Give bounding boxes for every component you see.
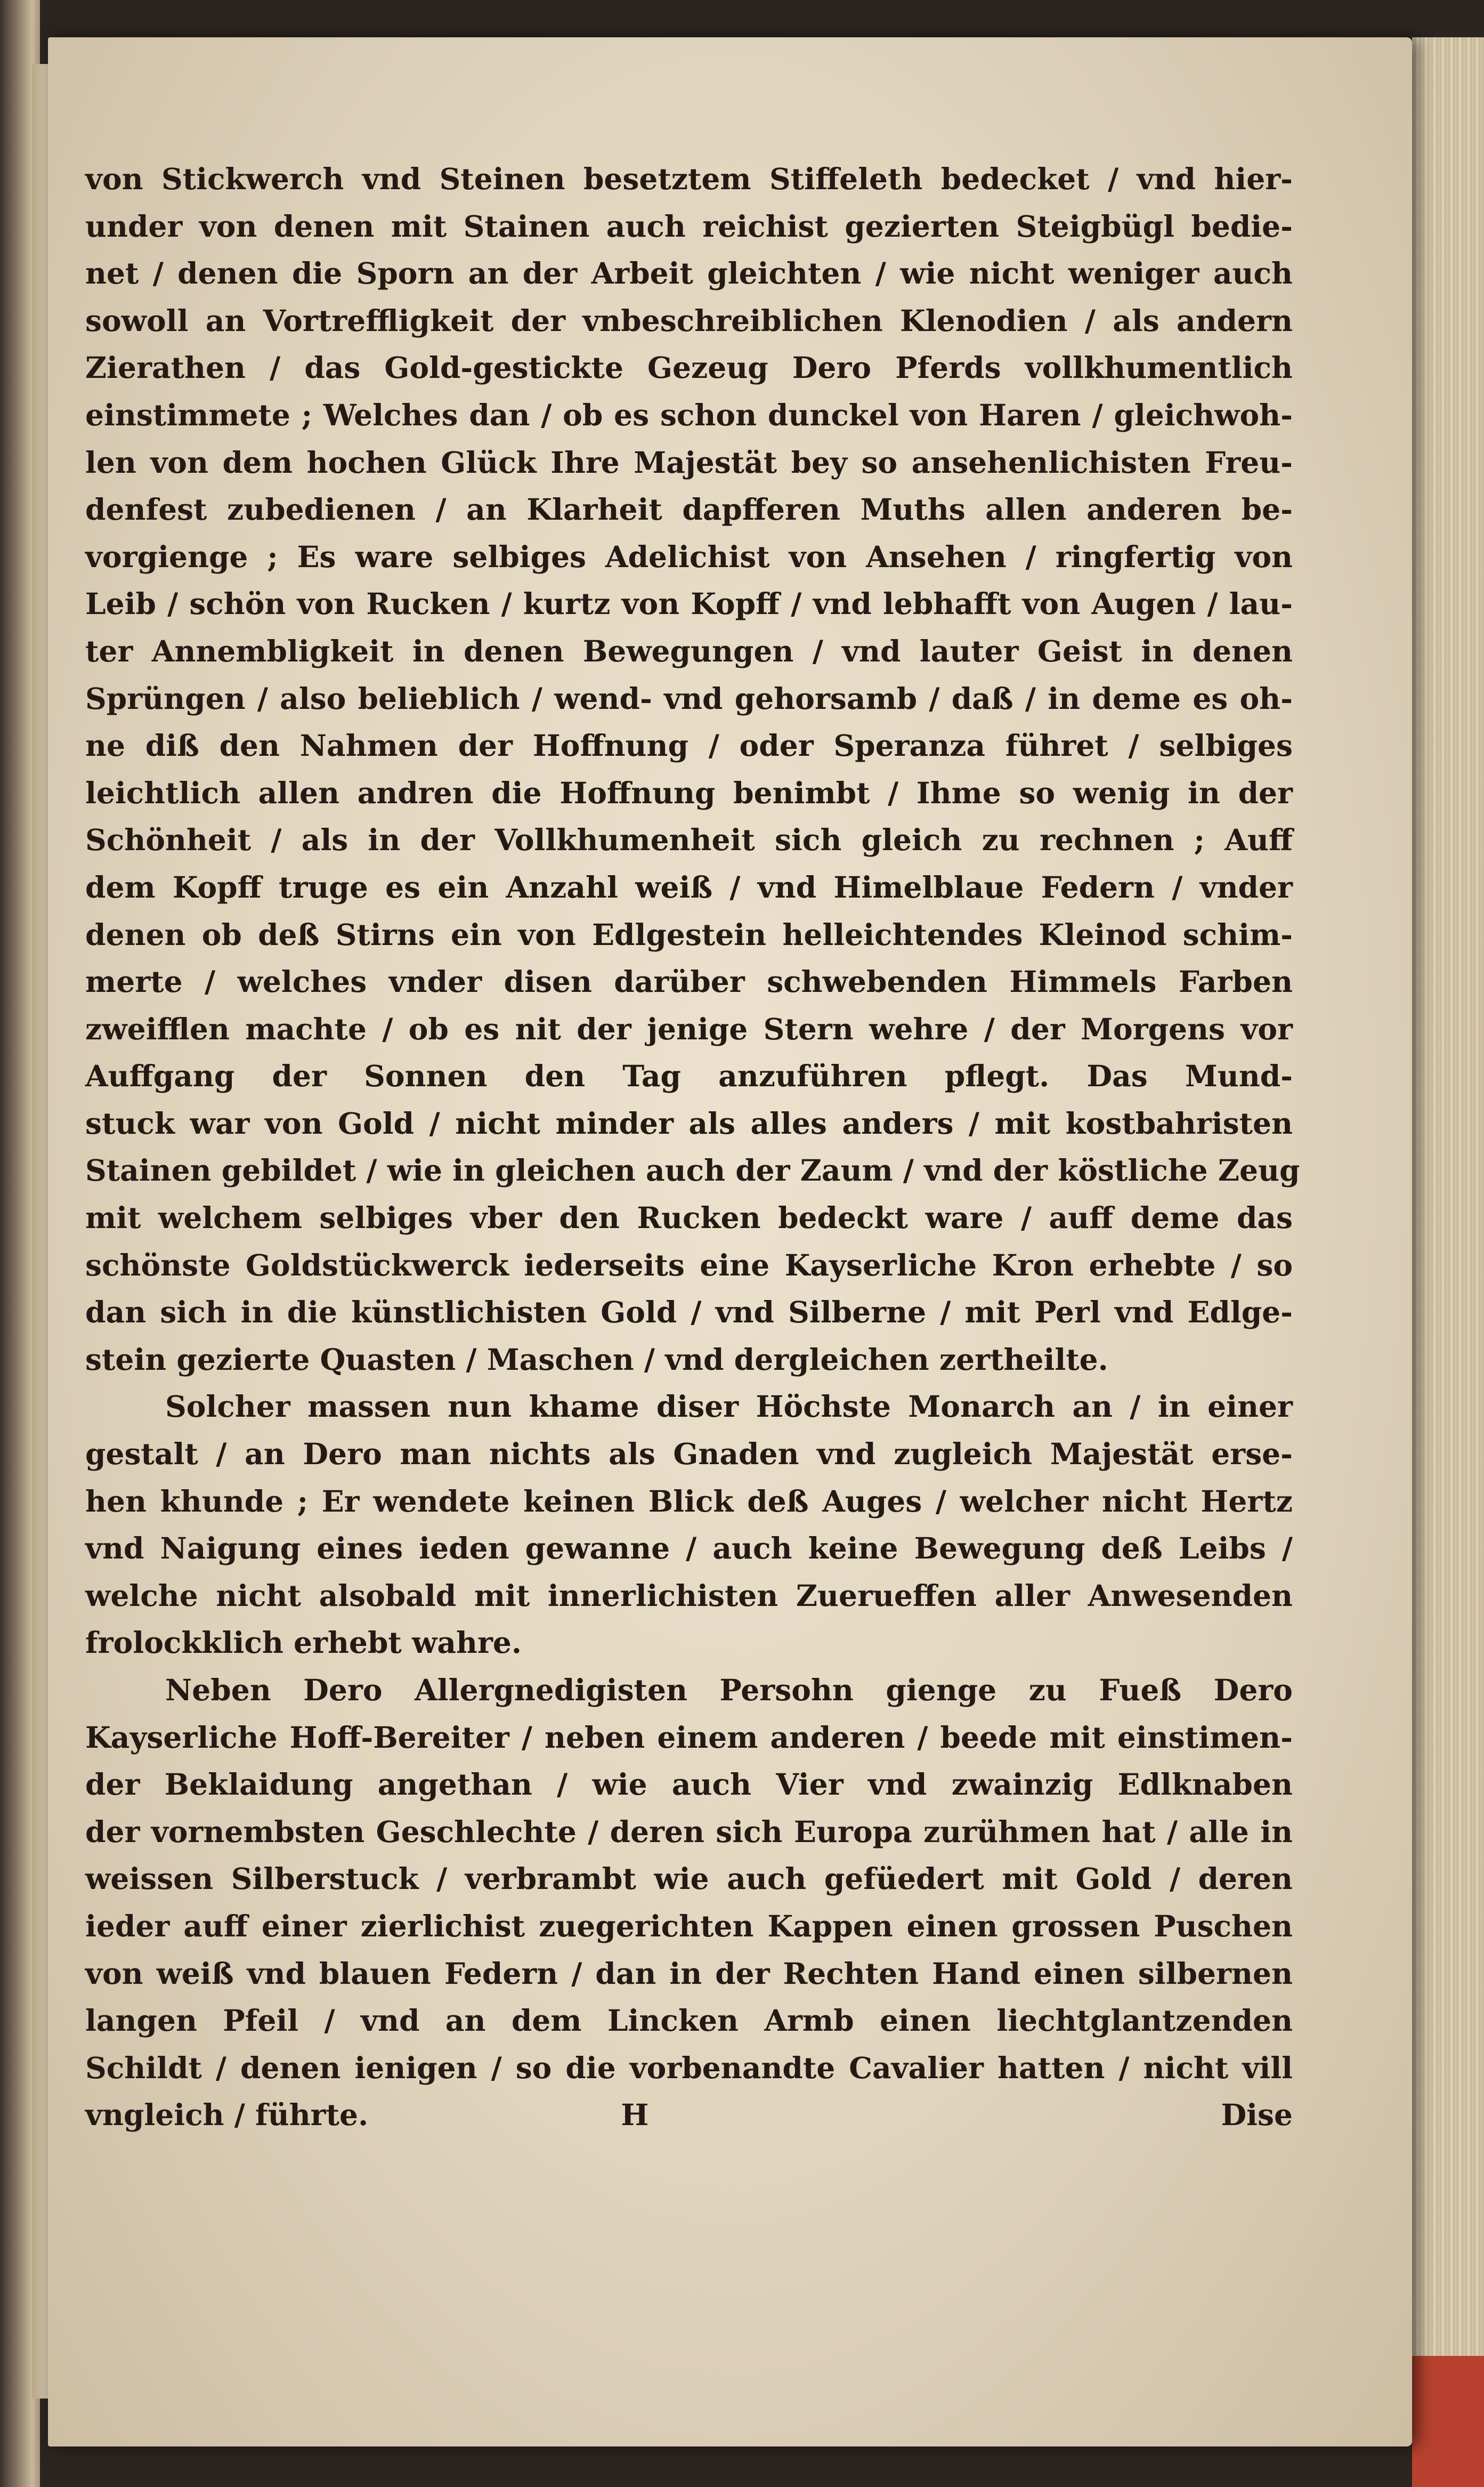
text-line: Zierathen / das Gold-gestickte Gezeug Dero Pferds vollkhumentlich <box>85 350 1293 385</box>
text-line: schönste Goldstückwerck iederseits eine Kayserliche Kron erhebte / so <box>85 1247 1293 1282</box>
text-line: net / denen die Sporn an der Arbeit gleichten / wie nicht weniger auch <box>85 256 1293 291</box>
text-line: leichtlich allen andren die Hoffnung benimbt / Ihme so wenig in der <box>85 775 1293 810</box>
text-line: Stainen gebildet / wie in gleichen auch der Zaum / vnd der köstliche Zeug <box>85 1153 1300 1188</box>
text-line: Schildt / denen ienigen / so die vorbenandte Cavalier hatten / nicht vill <box>85 2050 1293 2085</box>
text-line: ter Annembligkeit in denen Bewegungen / vnd lauter Geist in denen <box>85 633 1293 668</box>
text-line: dan sich in die künstlichisten Gold / vnd Silberne / mit Perl vnd Edlge- <box>85 1295 1293 1330</box>
text-line: ieder auff einer zierlichist zuegerichten Kappen einen grossen Puschen <box>85 1908 1293 1943</box>
text-line: zweifflen machte / ob es nit der jenige Stern wehre / der Morgens vor <box>85 1011 1293 1046</box>
text-line: Auffgang der Sonnen den Tag anzuführen pflegt. Das Mund- <box>85 1059 1293 1094</box>
text-line: welche nicht alsobald mit innerlichisten Zuerueffen aller Anwesenden <box>85 1578 1293 1613</box>
text-line: der vornembsten Geschlechte / deren sich Europa zurühmen hat / alle in <box>85 1814 1293 1849</box>
text-line: sowoll an Vortreffligkeit der vnbeschreiblichen Klenodien / als andern <box>85 303 1293 338</box>
text-line: stuck war von Gold / nicht minder als alles anders / mit kostbahristen <box>85 1105 1293 1141</box>
text-line: von weiß vnd blauen Federn / dan in der Rechten Hand einen silbernen <box>85 1956 1293 1991</box>
paragraphs-container <box>85 156 1300 2092</box>
text-line: Solcher massen nun khame diser Höchste Monarch an / in einer <box>165 1389 1293 1424</box>
text-line: von Stickwerch vnd Steinen besetztem Stiffeleth bedecket / vnd hier- <box>85 162 1293 196</box>
paragraph <box>85 1383 1293 1667</box>
text-line: dem Kopff truge es ein Anzahl weiß / vnd Himelblaue Federn / vnder <box>85 869 1293 905</box>
text-line: mit welchem selbiges vber den Rucken bedeckt ware / auff deme das <box>85 1200 1293 1236</box>
footer-last-line: vngleich / führte. <box>85 2097 369 2133</box>
catchword: Dise <box>1221 2097 1293 2133</box>
text-line: under von denen mit Stainen auch reichist gezierten Steigbügl bedie- <box>85 208 1293 244</box>
text-line: weissen Silberstuck / verbrambt wie auch gefüedert mit Gold / deren <box>85 1861 1293 1896</box>
text-line: einstimmete ; Welches dan / ob es schon dunckel von Haren / gleichwoh- <box>85 397 1293 432</box>
book-fore-edge <box>1412 37 1484 2446</box>
text-line: Neben Dero Allergnedigisten Persohn gienge zu Fueß Dero <box>165 1673 1293 1707</box>
text-line: Kayserliche Hoff-Bereiter / neben einem anderen / beede mit einstimen- <box>85 1719 1293 1755</box>
text-line: stein gezierte Quasten / Maschen / vnd dergleichen zertheilte. <box>85 1342 1108 1377</box>
page-text-block <box>85 156 1300 2139</box>
text-line: Schönheit / als in der Vollkhumenheit sich gleich zu rechnen ; Auff <box>85 822 1293 858</box>
text-line: vorgienge ; Es ware selbiges Adelichist von Ansehen / ringfertig von <box>85 539 1293 574</box>
text-line: Leib / schön von Rucken / kurtz von Kopff / vnd lebhafft von Augen / lau- <box>85 586 1293 621</box>
text-line: Sprüngen / also belieblich / wend- vnd gehorsamb / daß / in deme es oh- <box>85 681 1293 716</box>
text-line: denfest zubedienen / an Klarheit dapfferen Muths allen anderen be- <box>85 492 1293 527</box>
text-line: denen ob deß Stirns ein von Edlgestein helleichtendes Kleinod schim- <box>85 917 1293 952</box>
text-line: gestalt / an Dero man nichts als Gnaden vnd zugleich Majestät erse- <box>85 1436 1293 1472</box>
text-line: ne diß den Nahmen der Hoffnung / oder Speranza führet / selbiges <box>85 728 1293 763</box>
book-cover-corner <box>1412 2356 1484 2487</box>
signature-mark: H <box>621 2097 649 2133</box>
text-line: len von dem hochen Glück Ihre Majestät bey so ansehenlichisten Freu- <box>85 445 1293 480</box>
text-line: langen Pfeil / vnd an dem Lincken Armb einen liechtglantzenden <box>85 2003 1293 2038</box>
text-line: vnd Naigung eines ieden gewanne / auch keine Bewegung deß Leibs / <box>85 1531 1293 1566</box>
book-page <box>48 37 1412 2446</box>
text-line: hen khunde ; Er wendete keinen Blick deß Auges / welcher nicht Hertz <box>85 1483 1293 1519</box>
page-footer <box>85 2092 1293 2139</box>
paragraph <box>85 1667 1293 2092</box>
paragraph <box>85 156 1300 1383</box>
text-line: der Beklaidung angethan / wie auch Vier vnd zwainzig Edlknaben <box>85 1767 1293 1802</box>
text-line: frolockklich erhebt wahre. <box>85 1625 522 1660</box>
text-line: merte / welches vnder disen darüber schwebenden Himmels Farben <box>85 964 1293 999</box>
